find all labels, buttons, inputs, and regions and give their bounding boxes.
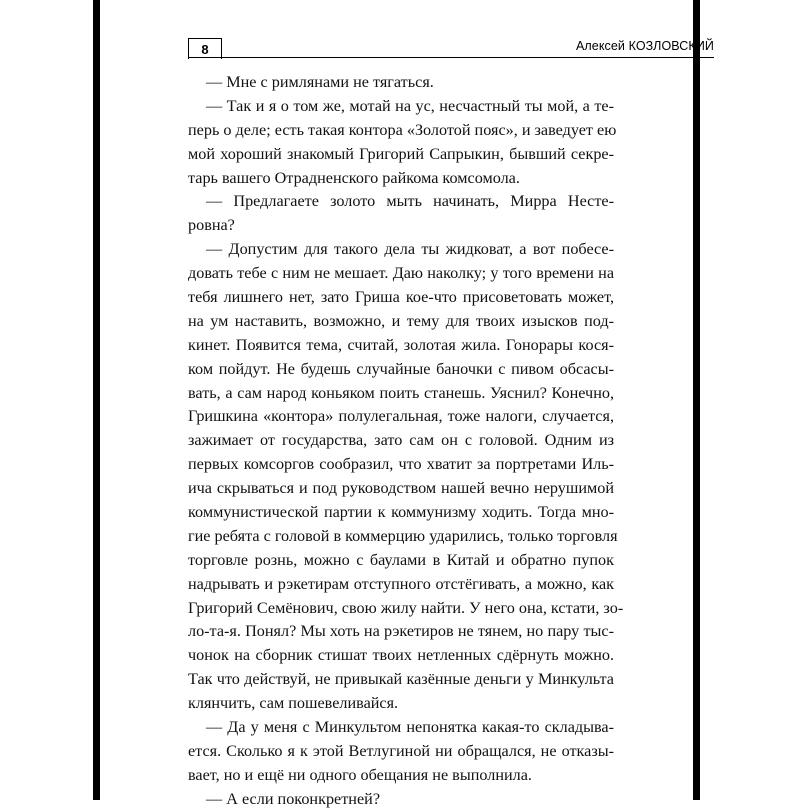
text-line: тарь вашего Отрадненского райкома комсомола.: [188, 168, 520, 187]
text-line: — Допустим для такого дела ты жидковат, а вот побесе-: [206, 240, 614, 259]
text-line: мой хороший знакомый Григорий Сапрыкин, бывший секре-: [188, 144, 614, 163]
text-line: первых комсоргов сообразил, что хватит за портретами Иль-: [188, 455, 614, 474]
text-line: гие ребята с головой в коммерцию ударились, только торговля: [188, 526, 618, 545]
text-line: вает, но и ещё ни одного обещания не выполнила.: [188, 765, 532, 784]
text-line: вать, а сам народ коньяком поить станешь. Уяснил? Конечно,: [188, 383, 614, 402]
page-edge-left: [93, 0, 100, 800]
page-header: [188, 38, 714, 60]
text-line: чонок на сборник стишат твоих нетленных сдёрнуть можно.: [188, 646, 614, 665]
text-line: торговле рознь, можно с баулами в Китай и обратно пупок: [188, 550, 614, 569]
text-line: зажимает от государства, зато сам он с головой. Одним из: [188, 431, 614, 450]
text-line: — Так и я о том же, мотай на ус, несчастный ты мой, а те-: [206, 96, 614, 115]
header-rule: [188, 57, 714, 58]
text-line: Гришкина «контора» полулегальная, тоже налоги, случается,: [188, 407, 614, 426]
text-line: — Предлагаете золото мыть начинать, Мирра Несте-: [206, 192, 614, 211]
text-line: довать тебе с ним не мешает. Даю наколку; у того времени на: [188, 264, 614, 283]
text-line: ича скрываться и под руководством нашей вечно нерушимой: [188, 479, 614, 498]
text-line: Григорий Семёнович, свою жилу найти. У него она, кстати, зо-: [188, 598, 624, 617]
text-line: кинет. Появится тема, считай, золотая жила. Гонорары кося-: [188, 335, 614, 354]
body-text: [188, 71, 624, 812]
page-number: 8: [188, 38, 222, 59]
text-line: надрывать и рэкетирам отступного отстёгивать, а можно, как: [188, 574, 614, 593]
page-edge-right: [693, 0, 700, 800]
text-line: Так что действуй, не привыкай казённые деньги у Минкульта: [188, 670, 614, 689]
text-line: перь о деле; есть такая контора «Золотой пояс», и заведует ею: [188, 120, 617, 139]
text-line: коммунистической партии к коммунизму ходить. Тогда мно-: [188, 503, 614, 522]
text-line: на ум наставить, возможно, и тему для твоих изысков под-: [188, 311, 614, 330]
text-line: ется. Сколько я к этой Ветлугиной ни обращался, не отказы-: [188, 741, 614, 760]
text-line: ло-та-я. Понял? Мы хоть на рэкетиров не тянем, но пару тыс-: [188, 622, 614, 641]
text-line: — А если поконкретней?: [206, 789, 380, 808]
text-line: ровна?: [188, 216, 235, 235]
text-line: — Да у меня с Минкультом непонятка какая-то складыва-: [206, 718, 614, 737]
running-title: Алексей КОЗЛОВСКИЙ: [575, 39, 714, 53]
text-line: ком пойдут. Не будешь случайные баночки с пивом обсасы-: [188, 359, 614, 378]
text-line: — Мне с римлянами не тягаться.: [206, 73, 434, 91]
text-line: тебя лишнего нет, зато Гриша кое-что присоветовать может,: [188, 288, 614, 307]
text-line: клянчить, сам пошевеливайся.: [188, 694, 399, 713]
